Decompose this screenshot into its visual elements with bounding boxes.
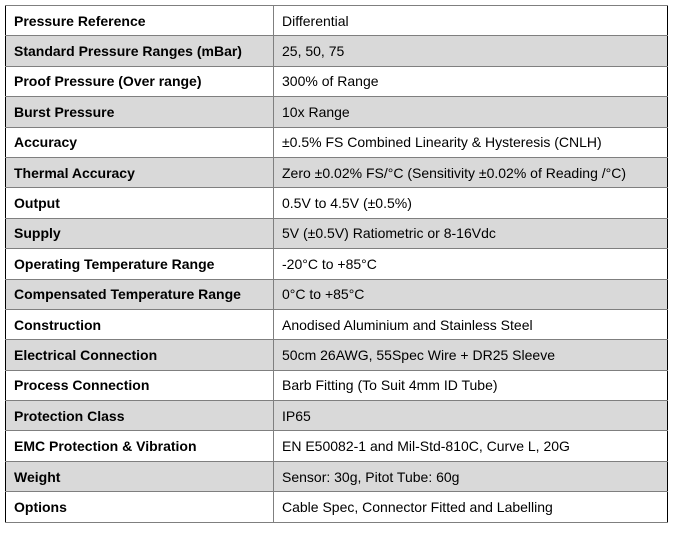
spec-label: Process Connection: [6, 370, 274, 400]
spec-label: Weight: [6, 461, 274, 491]
spec-label: Supply: [6, 218, 274, 248]
spec-value: -20°C to +85°C: [274, 249, 668, 279]
spec-value: 0.5V to 4.5V (±0.5%): [274, 188, 668, 218]
spec-row-compensated-temperature-range: [6, 279, 668, 309]
spec-label: Output: [6, 188, 274, 218]
spec-row-thermal-accuracy: [6, 157, 668, 187]
spec-label: Electrical Connection: [6, 340, 274, 370]
spec-label: EMC Protection & Vibration: [6, 431, 274, 461]
spec-row-operating-temperature-range: [6, 249, 668, 279]
spec-value: 300% of Range: [274, 66, 668, 96]
spec-value: Anodised Aluminium and Stainless Steel: [274, 309, 668, 339]
spec-value: ±0.5% FS Combined Linearity & Hysteresis (CNLH): [274, 127, 668, 157]
spec-row-standard-pressure-ranges: [6, 36, 668, 66]
spec-label: Operating Temperature Range: [6, 249, 274, 279]
spec-label: Burst Pressure: [6, 97, 274, 127]
spec-row-proof-pressure: [6, 66, 668, 96]
spec-row-pressure-reference: [6, 6, 668, 36]
spec-value: 5V (±0.5V) Ratiometric or 8-16Vdc: [274, 218, 668, 248]
spec-row-accuracy: [6, 127, 668, 157]
spec-label: Proof Pressure (Over range): [6, 66, 274, 96]
spec-table-body: [6, 6, 668, 523]
spec-value: 25, 50, 75: [274, 36, 668, 66]
spec-row-construction: [6, 309, 668, 339]
spec-value: Zero ±0.02% FS/°C (Sensitivity ±0.02% of Reading /°C): [274, 157, 668, 187]
spec-label: Standard Pressure Ranges (mBar): [6, 36, 274, 66]
spec-value: Barb Fitting (To Suit 4mm ID Tube): [274, 370, 668, 400]
spec-value: 0°C to +85°C: [274, 279, 668, 309]
spec-value: Cable Spec, Connector Fitted and Labelling: [274, 492, 668, 522]
spec-label: Pressure Reference: [6, 6, 274, 36]
spec-value: IP65: [274, 401, 668, 431]
spec-row-emc-protection-vibration: [6, 431, 668, 461]
spec-row-protection-class: [6, 401, 668, 431]
spec-label: Protection Class: [6, 401, 274, 431]
spec-label: Thermal Accuracy: [6, 157, 274, 187]
spec-row-options: [6, 492, 668, 522]
spec-row-electrical-connection: [6, 340, 668, 370]
spec-label: Options: [6, 492, 274, 522]
spec-row-burst-pressure: [6, 97, 668, 127]
spec-label: Compensated Temperature Range: [6, 279, 274, 309]
specification-table: [5, 5, 668, 523]
spec-row-weight: [6, 461, 668, 491]
spec-label: Accuracy: [6, 127, 274, 157]
spec-value: EN E50082-1 and Mil-Std-810C, Curve L, 20G: [274, 431, 668, 461]
spec-label: Construction: [6, 309, 274, 339]
spec-value: Sensor: 30g, Pitot Tube: 60g: [274, 461, 668, 491]
spec-row-process-connection: [6, 370, 668, 400]
spec-value: Differential: [274, 6, 668, 36]
spec-value: 10x Range: [274, 97, 668, 127]
spec-value: 50cm 26AWG, 55Spec Wire + DR25 Sleeve: [274, 340, 668, 370]
spec-row-supply: [6, 218, 668, 248]
spec-row-output: [6, 188, 668, 218]
